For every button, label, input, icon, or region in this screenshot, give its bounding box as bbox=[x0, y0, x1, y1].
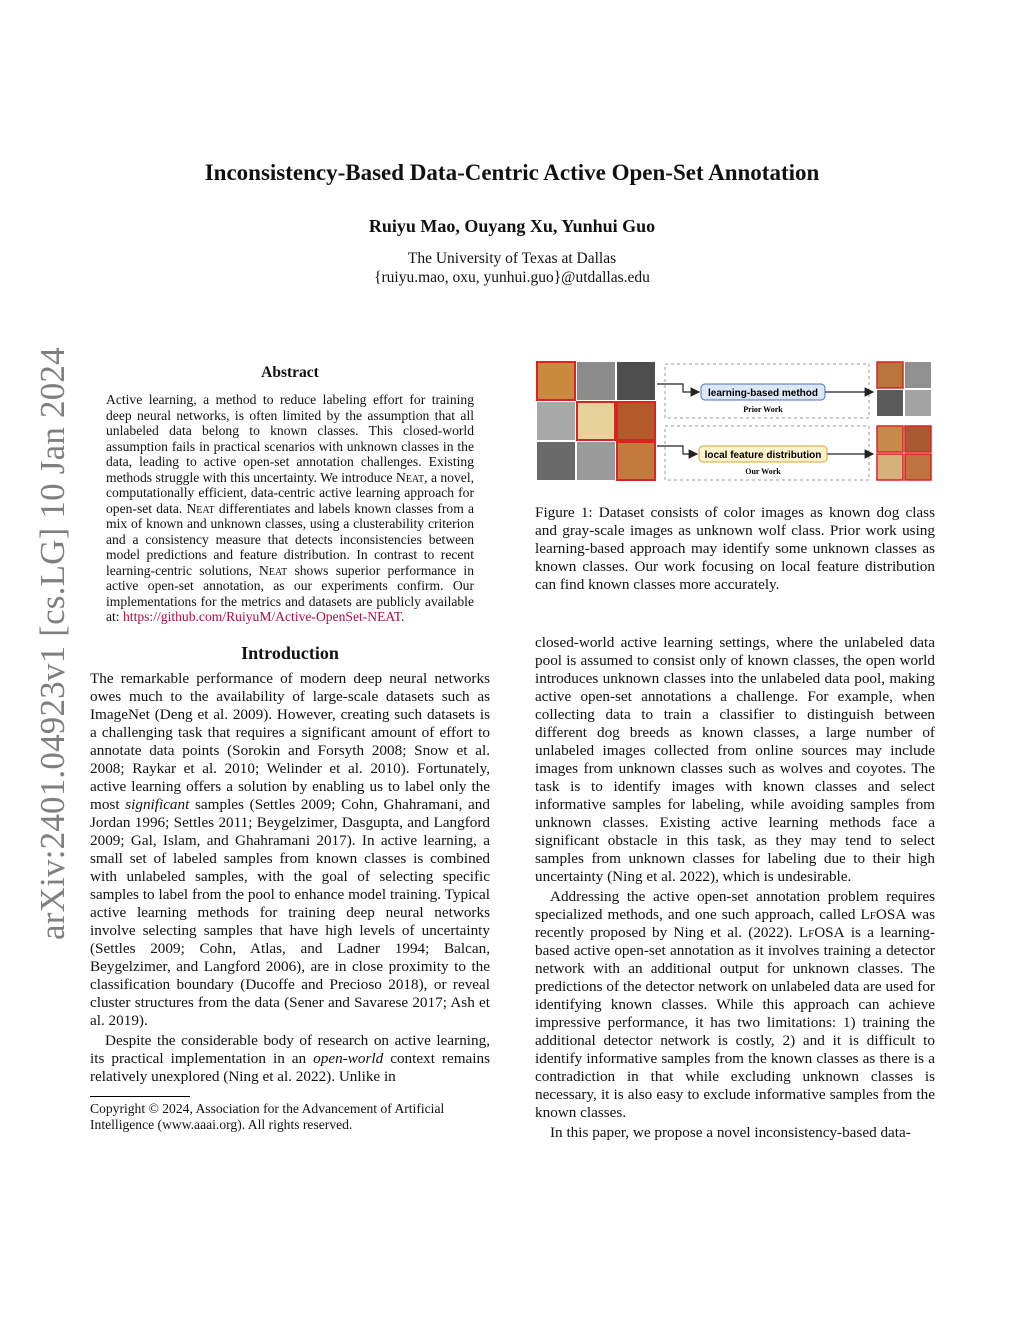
arrow-icon bbox=[657, 384, 699, 392]
dog-image bbox=[577, 402, 615, 440]
wolf-image bbox=[905, 390, 931, 416]
wolf-image bbox=[577, 442, 615, 480]
paper-title: Inconsistency-Based Data-Centric Active Open-Set Annotation bbox=[204, 160, 820, 185]
introduction-heading: Introduction bbox=[241, 642, 339, 663]
method-name: LfOSA bbox=[860, 906, 907, 923]
arrow-icon bbox=[657, 446, 697, 454]
method-name: LfOSA bbox=[798, 924, 845, 941]
learning-based-method-label: learning-based method bbox=[707, 388, 819, 399]
github-link[interactable]: https://github.com/RuiyuM/Active-OpenSet-NEAT bbox=[123, 609, 402, 624]
dog-image bbox=[617, 442, 655, 480]
author-emails: {ruiyu.mao, oxu, yunhui.guo}@utdallas.edu bbox=[374, 269, 650, 286]
dog-image bbox=[877, 454, 903, 480]
right-paragraph-3: In this paper, we propose a novel inconsistency-based data- bbox=[550, 1124, 911, 1141]
dog-image bbox=[617, 402, 655, 440]
affiliation: The University of Texas at Dallas bbox=[407, 250, 617, 267]
method-name: Neat bbox=[396, 469, 425, 485]
wolf-image bbox=[537, 402, 575, 440]
wolf-image bbox=[537, 442, 575, 480]
our-work-label: Our Work bbox=[745, 467, 781, 476]
right-body-text bbox=[535, 634, 935, 1142]
abstract-heading: Abstract bbox=[261, 364, 319, 381]
affiliation-block bbox=[0, 249, 1024, 287]
wolf-image bbox=[877, 390, 903, 416]
right-paragraph-2: Addressing the active open-set annotation problem requires specialized methods, and one such approach, called LfOSA was recently proposed by Ning et al. (2022). LfOSA is a learning-based active open-set annotation as it involves training a detector network with an additional output for unknown classes. The predictions of the detector network on unlabeled data are used for identifying known classes. While this approach can achieve impressive performance, it has two limitations: 1) training the additional detector network is costly, 2) and it is difficult to identify informative samples from the known classes as there is a contradiction in that while excluding unknown classes is necessary, it is also easy to exclude informative samples from the known classes. bbox=[535, 888, 935, 1121]
wolf-image bbox=[617, 362, 655, 400]
author-list: Ruiyu Mao, Ouyang Xu, Yunhui Guo bbox=[368, 216, 656, 236]
dog-image bbox=[537, 362, 575, 400]
right-paragraph-1: closed-world active learning settings, where the unlabeled data pool is assumed to consist only of known classes, the open world introduces unknown classes into the unlabeled data pool, making active open-set annotations a challenge. For example, when collecting data to train a classifier to distinguish between different dog breeds as known classes, a large number of unlabeled images collected from online sources may include images from unknown classes such as wolves and coyotes. The task is to identify images with known classes and select informative samples for labeling, while avoiding samples from unknown classes. Existing active learning methods face a significant obstacle in this task, as they may tend to select samples from unknown classes for labeling due to their high uncertainty (Ning et al. 2022), which is undesirable. bbox=[535, 634, 935, 885]
arxiv-identifier: arXiv:2401.04923v1 [cs.LG] 10 Jan 2024 bbox=[33, 347, 72, 940]
copyright-footnote: Copyright © 2024, Association for the Advancement of Artificial Intelligence (www.aaai.org). All rights reserved. bbox=[90, 1100, 445, 1132]
wolf-image bbox=[905, 362, 931, 388]
dog-image bbox=[905, 426, 931, 452]
figure-1-diagram bbox=[535, 360, 935, 486]
method-name: Neat bbox=[186, 500, 215, 516]
footnote-rule bbox=[90, 1096, 190, 1097]
prior-work-label: Prior Work bbox=[743, 405, 783, 414]
abstract-text: Active learning, a method to reduce labeling effort for training deep neural networks, is often limited by the assumption that all unlabeled data belong to known classes. This closed-world assumption fails in practical scenarios with unknown classes in the data, leading to active open-set annotation challenges. Existing methods struggle with this uncertainty. We introduce Neat, a novel, computationally efficient, data-centric active learning approach for open-set data. Neat differentiates and labels known classes from a mix of known and unknown classes, using a clusterability criterion and a consistency measure that detects inconsistencies between model predictions and feature distribution. In contrast to recent learning-centric solutions, Neat shows superior performance in active open-set annotation, as our experiments confirm. Our implementations for the metrics and datasets are publicly available at: https://github.com/RuiyuM/Active-OpenSet-NEAT. bbox=[106, 392, 475, 624]
dog-image bbox=[905, 454, 931, 480]
intro-paragraph-2: Despite the considerable body of research on active learning, its practical implementation in an open-world context remains relatively unexplored (Ning et al. 2022). Unlike in bbox=[90, 1031, 491, 1085]
left-column bbox=[90, 364, 490, 1133]
wolf-image bbox=[577, 362, 615, 400]
intro-paragraph-1: The remarkable performance of modern deep neural networks owes much to the availability of large-scale datasets such as ImageNet (Deng et al. 2009). However, creating such datasets is a challenging task that requires a significant amount of effort to annotate data points (Sorokin and Forsyth 2008; Snow et al. 2008; Raykar et al. 2010; Welinder et al. 2010). Fortunately, active learning offers a solution by enabling us to label only the most significant samples (Settles 2009; Cohn, Ghahramani, and Jordan 1996; Settles 2011; Beygelzimer, Dasgupta, and Langford 2009; Gal, Islam, and Ghahramani 2017). In active learning, a small set of labeled samples from known classes is combined with unlabeled samples, with the goal of selecting specific samples to label from the pool to enhance model training. Typical active learning methods for training deep neural networks involve selecting samples that have high levels of uncertainty (Settles 2009; Cohn, Atlas, and Ladner 1994; Balcan, Beygelzimer, and Langford 2006), are in close proximity to the classification boundary (Ducoffe and Precioso 2018), or reveal cluster structures from the data (Sener and Savarese 2017; Ash et al. 2019). bbox=[90, 669, 490, 1029]
right-column bbox=[535, 360, 935, 1142]
method-name: Neat bbox=[259, 562, 288, 578]
figure-1 bbox=[535, 360, 935, 486]
dog-image bbox=[877, 426, 903, 452]
dog-image bbox=[877, 362, 903, 388]
figure-1-caption: Figure 1: Dataset consists of color images as known dog class and gray-scale images as unknown wolf class. Prior work using learning-based approach may identify some unknown classes as known classes. Our work focusing on local feature distribution can find known classes more accurately. bbox=[535, 504, 935, 593]
local-feature-distribution-label: local feature distribution bbox=[704, 450, 822, 461]
